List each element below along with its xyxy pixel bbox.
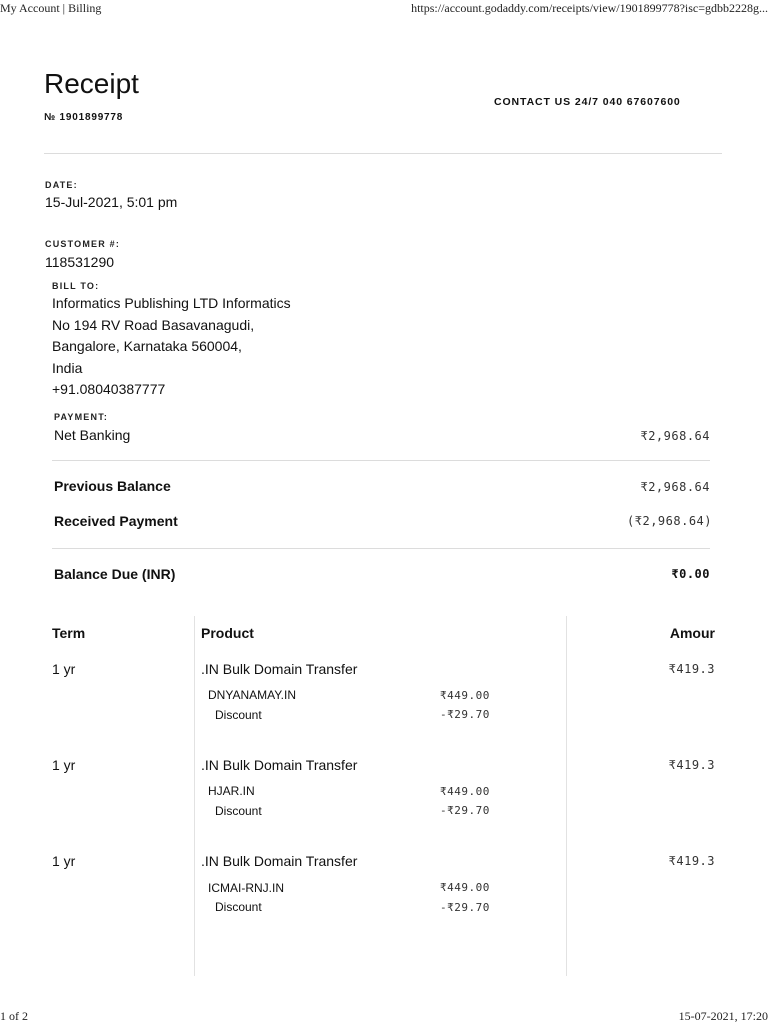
contact-info: CONTACT US 24/7 040 67607600: [494, 96, 681, 108]
date-label: DATE:: [45, 180, 78, 190]
row-discount-label: Discount: [215, 708, 262, 722]
address-line: +91.08040387777: [52, 381, 166, 397]
bill-to-label: BILL TO:: [52, 281, 100, 291]
row-amount: ₹419.3: [668, 758, 715, 772]
header-product: Product: [201, 625, 254, 641]
payment-amount: ₹2,968.64: [640, 429, 710, 443]
column-divider: [194, 616, 195, 976]
address-line: India: [52, 359, 83, 376]
row-domain-price: ₹449.00: [440, 881, 490, 894]
page-title: Receipt: [44, 68, 139, 99]
row-term: 1 yr: [52, 853, 76, 869]
bill-to-address: [52, 293, 291, 401]
customer-label: CUSTOMER #:: [45, 239, 121, 249]
previous-balance-label: Previous Balance: [54, 478, 171, 494]
header-term: Term: [52, 625, 86, 641]
row-domain: HJAR.IN: [208, 784, 255, 798]
customer-value: 118531290: [45, 254, 115, 270]
address-line: Informatics Publishing LTD Informatics: [52, 295, 291, 311]
row-domain: ICMAI-RNJ.IN: [208, 881, 284, 895]
print-footer-page: 1 of 2: [0, 1009, 28, 1023]
address-line: Bangalore, Karnataka 560004,: [52, 338, 242, 354]
row-discount-amount: -₹29.70: [440, 804, 490, 817]
row-discount-label: Discount: [215, 900, 262, 914]
row-term: 1 yr: [52, 757, 76, 773]
row-product: .IN Bulk Domain Transfer: [201, 661, 358, 677]
row-discount-amount: -₹29.70: [440, 708, 490, 721]
received-payment-amount: (₹2,968.64): [627, 514, 712, 528]
balance-due-label: Balance Due (INR): [54, 566, 176, 582]
payment-divider: [52, 460, 710, 461]
row-amount: ₹419.3: [668, 662, 715, 676]
row-product: .IN Bulk Domain Transfer: [201, 757, 358, 773]
print-header-title: My Account | Billing: [0, 1, 102, 15]
balance-divider: [52, 548, 710, 549]
received-payment-label: Received Payment: [54, 513, 178, 529]
print-footer-datetime: 15-07-2021, 17:20: [678, 1009, 768, 1023]
payment-method: Net Banking: [54, 427, 131, 443]
row-product: .IN Bulk Domain Transfer: [201, 853, 358, 869]
row-domain: DNYANAMAY.IN: [208, 688, 297, 702]
address-line: No 194 RV Road Basavanagudi,: [52, 316, 255, 333]
row-domain-price: ₹449.00: [440, 689, 490, 702]
payment-label: PAYMENT:: [54, 412, 109, 422]
previous-balance-amount: ₹2,968.64: [640, 480, 710, 494]
receipt-number: № 1901899778: [44, 112, 124, 123]
header-divider: [44, 153, 722, 154]
row-discount-label: Discount: [215, 804, 262, 818]
row-term: 1 yr: [52, 661, 76, 677]
print-header-url: https://account.godaddy.com/receipts/view/1901899778?isc=gdbb2228g...: [411, 1, 768, 15]
header-amount: Amour: [669, 625, 715, 641]
row-amount: ₹419.3: [668, 854, 715, 868]
row-domain-price: ₹449.00: [440, 785, 490, 798]
balance-due-amount: ₹0.00: [671, 567, 710, 581]
date-value: 15-Jul-2021, 5:01 pm: [45, 194, 178, 210]
column-divider: [566, 616, 567, 976]
row-discount-amount: -₹29.70: [440, 901, 490, 914]
